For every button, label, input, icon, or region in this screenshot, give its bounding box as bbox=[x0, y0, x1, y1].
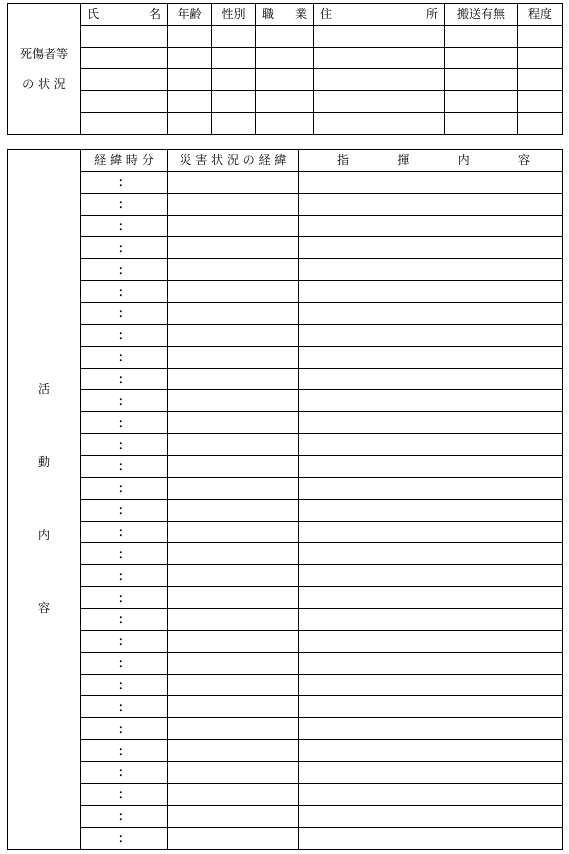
activity-row bbox=[8, 609, 563, 631]
time-cell[interactable]: ： bbox=[81, 740, 168, 762]
casualty-table bbox=[7, 3, 563, 135]
time-cell[interactable]: ： bbox=[81, 762, 168, 784]
activity-row bbox=[8, 281, 563, 303]
activity-row bbox=[8, 652, 563, 674]
command-cell[interactable] bbox=[299, 477, 563, 499]
time-cell[interactable]: ： bbox=[81, 346, 168, 368]
command-cell[interactable] bbox=[299, 674, 563, 696]
command-cell[interactable] bbox=[299, 456, 563, 478]
header-sex: 性別 bbox=[212, 4, 256, 26]
command-cell[interactable] bbox=[299, 521, 563, 543]
header-occupation: 職 業 bbox=[256, 4, 314, 26]
activity-row bbox=[8, 303, 563, 325]
time-cell[interactable]: ： bbox=[81, 412, 168, 434]
activity-row bbox=[8, 499, 563, 521]
command-cell[interactable] bbox=[299, 237, 563, 259]
activity-char-1: 活 bbox=[37, 382, 50, 397]
command-cell[interactable] bbox=[299, 827, 563, 849]
situation-cell[interactable] bbox=[168, 609, 299, 631]
situation-cell[interactable] bbox=[168, 237, 299, 259]
casualty-cell[interactable] bbox=[256, 69, 314, 91]
command-cell[interactable] bbox=[299, 805, 563, 827]
situation-cell[interactable] bbox=[168, 740, 299, 762]
casualty-cell[interactable] bbox=[212, 112, 256, 134]
casualty-cell[interactable] bbox=[314, 25, 445, 47]
situation-cell[interactable] bbox=[168, 390, 299, 412]
header-degree: 程度 bbox=[518, 4, 563, 26]
time-cell[interactable]: ： bbox=[81, 587, 168, 609]
time-cell[interactable]: ： bbox=[81, 456, 168, 478]
command-cell[interactable] bbox=[299, 259, 563, 281]
activity-row bbox=[8, 783, 563, 805]
command-cell[interactable] bbox=[299, 718, 563, 740]
casualty-cell[interactable] bbox=[314, 91, 445, 113]
command-cell[interactable] bbox=[299, 783, 563, 805]
casualty-cell[interactable] bbox=[81, 47, 168, 69]
activity-row bbox=[8, 259, 563, 281]
time-cell[interactable]: ： bbox=[81, 783, 168, 805]
activity-row bbox=[8, 193, 563, 215]
casualty-cell[interactable] bbox=[256, 25, 314, 47]
header-transport: 搬送有無 bbox=[445, 4, 518, 26]
casualty-cell[interactable] bbox=[518, 25, 563, 47]
situation-cell[interactable] bbox=[168, 434, 299, 456]
casualty-cell[interactable] bbox=[168, 69, 212, 91]
command-cell[interactable] bbox=[299, 324, 563, 346]
casualty-cell[interactable] bbox=[518, 69, 563, 91]
situation-cell[interactable] bbox=[168, 215, 299, 237]
time-cell[interactable]: ： bbox=[81, 303, 168, 325]
time-cell[interactable]: ： bbox=[81, 521, 168, 543]
time-cell[interactable]: ： bbox=[81, 215, 168, 237]
casualty-cell[interactable] bbox=[256, 47, 314, 69]
command-cell[interactable] bbox=[299, 303, 563, 325]
casualty-row bbox=[8, 91, 563, 113]
command-cell[interactable] bbox=[299, 412, 563, 434]
casualty-cell[interactable] bbox=[81, 25, 168, 47]
activity-row bbox=[8, 456, 563, 478]
command-cell[interactable] bbox=[299, 171, 563, 193]
situation-cell[interactable] bbox=[168, 587, 299, 609]
time-cell[interactable]: ： bbox=[81, 543, 168, 565]
activity-row bbox=[8, 565, 563, 587]
casualty-cell[interactable] bbox=[168, 91, 212, 113]
command-cell[interactable] bbox=[299, 390, 563, 412]
casualty-row bbox=[8, 47, 563, 69]
command-cell[interactable] bbox=[299, 652, 563, 674]
casualty-cell[interactable] bbox=[256, 91, 314, 113]
situation-cell[interactable] bbox=[168, 521, 299, 543]
command-cell[interactable] bbox=[299, 762, 563, 784]
command-cell[interactable] bbox=[299, 740, 563, 762]
activity-char-2: 動 bbox=[37, 455, 50, 470]
activity-row bbox=[8, 696, 563, 718]
casualty-cell[interactable] bbox=[168, 112, 212, 134]
activity-row bbox=[8, 740, 563, 762]
situation-cell[interactable] bbox=[168, 499, 299, 521]
casualty-row bbox=[8, 112, 563, 134]
casualty-section-label bbox=[8, 4, 81, 135]
activity-row bbox=[8, 434, 563, 456]
casualty-cell[interactable] bbox=[445, 25, 518, 47]
header-situation: 災 害 状 況 の 経 緯 bbox=[168, 150, 299, 172]
casualty-cell[interactable] bbox=[445, 47, 518, 69]
time-cell[interactable]: ： bbox=[81, 805, 168, 827]
activity-char-3: 内 bbox=[37, 528, 50, 543]
command-cell[interactable] bbox=[299, 346, 563, 368]
command-cell[interactable] bbox=[299, 696, 563, 718]
situation-cell[interactable] bbox=[168, 827, 299, 849]
situation-cell[interactable] bbox=[168, 281, 299, 303]
casualty-cell[interactable] bbox=[81, 69, 168, 91]
header-time: 経 緯 時 分 bbox=[81, 150, 168, 172]
time-cell[interactable]: ： bbox=[81, 368, 168, 390]
activity-row bbox=[8, 346, 563, 368]
casualty-cell[interactable] bbox=[81, 112, 168, 134]
activity-section-label bbox=[8, 150, 81, 850]
casualty-cell[interactable] bbox=[518, 47, 563, 69]
situation-cell[interactable] bbox=[168, 630, 299, 652]
casualty-cell[interactable] bbox=[445, 69, 518, 91]
situation-cell[interactable] bbox=[168, 324, 299, 346]
time-cell[interactable]: ： bbox=[81, 696, 168, 718]
casualty-label-line1: 死傷者等 bbox=[19, 46, 68, 61]
activity-row bbox=[8, 630, 563, 652]
casualty-cell[interactable] bbox=[212, 69, 256, 91]
casualty-row bbox=[8, 69, 563, 91]
activity-row bbox=[8, 477, 563, 499]
situation-cell[interactable] bbox=[168, 346, 299, 368]
casualty-cell[interactable] bbox=[314, 69, 445, 91]
situation-cell[interactable] bbox=[168, 762, 299, 784]
header-name: 氏 名 bbox=[81, 4, 168, 26]
header-age: 年齢 bbox=[168, 4, 212, 26]
command-cell[interactable] bbox=[299, 543, 563, 565]
activity-row bbox=[8, 390, 563, 412]
time-cell[interactable]: ： bbox=[81, 630, 168, 652]
command-cell[interactable] bbox=[299, 215, 563, 237]
activity-row bbox=[8, 521, 563, 543]
activity-row bbox=[8, 171, 563, 193]
casualty-cell[interactable] bbox=[518, 91, 563, 113]
time-cell[interactable]: ： bbox=[81, 259, 168, 281]
situation-cell[interactable] bbox=[168, 193, 299, 215]
time-cell[interactable]: ： bbox=[81, 609, 168, 631]
casualty-label-line2: の 状 況 bbox=[22, 76, 66, 91]
time-cell[interactable]: ： bbox=[81, 193, 168, 215]
casualty-cell[interactable] bbox=[314, 47, 445, 69]
casualty-row bbox=[8, 25, 563, 47]
casualty-cell[interactable] bbox=[168, 47, 212, 69]
time-cell[interactable]: ： bbox=[81, 477, 168, 499]
situation-cell[interactable] bbox=[168, 696, 299, 718]
casualty-cell[interactable] bbox=[445, 91, 518, 113]
casualty-cell[interactable] bbox=[168, 25, 212, 47]
time-cell[interactable]: ： bbox=[81, 324, 168, 346]
time-cell[interactable]: ： bbox=[81, 171, 168, 193]
header-address: 住 所 bbox=[314, 4, 445, 26]
situation-cell[interactable] bbox=[168, 783, 299, 805]
command-cell[interactable] bbox=[299, 193, 563, 215]
time-cell[interactable]: ： bbox=[81, 652, 168, 674]
situation-cell[interactable] bbox=[168, 412, 299, 434]
time-cell[interactable]: ： bbox=[81, 827, 168, 849]
activity-row bbox=[8, 215, 563, 237]
activity-row bbox=[8, 827, 563, 849]
time-cell[interactable]: ： bbox=[81, 237, 168, 259]
time-cell[interactable]: ： bbox=[81, 674, 168, 696]
activity-row bbox=[8, 324, 563, 346]
activity-row bbox=[8, 412, 563, 434]
situation-cell[interactable] bbox=[168, 477, 299, 499]
situation-cell[interactable] bbox=[168, 456, 299, 478]
activity-row bbox=[8, 543, 563, 565]
command-cell[interactable] bbox=[299, 368, 563, 390]
header-command: 指 揮 内 容 bbox=[299, 150, 563, 172]
time-cell[interactable]: ： bbox=[81, 499, 168, 521]
activity-row bbox=[8, 587, 563, 609]
command-cell[interactable] bbox=[299, 630, 563, 652]
situation-cell[interactable] bbox=[168, 674, 299, 696]
casualty-cell[interactable] bbox=[518, 112, 563, 134]
casualty-cell[interactable] bbox=[256, 112, 314, 134]
activity-row bbox=[8, 368, 563, 390]
situation-cell[interactable] bbox=[168, 565, 299, 587]
situation-cell[interactable] bbox=[168, 259, 299, 281]
command-cell[interactable] bbox=[299, 565, 563, 587]
casualty-cell[interactable] bbox=[445, 112, 518, 134]
time-cell[interactable]: ： bbox=[81, 434, 168, 456]
situation-cell[interactable] bbox=[168, 805, 299, 827]
activity-row bbox=[8, 762, 563, 784]
command-cell[interactable] bbox=[299, 587, 563, 609]
command-cell[interactable] bbox=[299, 609, 563, 631]
activity-row bbox=[8, 805, 563, 827]
situation-cell[interactable] bbox=[168, 652, 299, 674]
casualty-cell[interactable] bbox=[212, 25, 256, 47]
command-cell[interactable] bbox=[299, 499, 563, 521]
activity-row bbox=[8, 718, 563, 740]
situation-cell[interactable] bbox=[168, 718, 299, 740]
command-cell[interactable] bbox=[299, 434, 563, 456]
activity-row bbox=[8, 237, 563, 259]
activity-row bbox=[8, 674, 563, 696]
casualty-cell[interactable] bbox=[81, 91, 168, 113]
situation-cell[interactable] bbox=[168, 303, 299, 325]
situation-cell[interactable] bbox=[168, 171, 299, 193]
casualty-cell[interactable] bbox=[314, 112, 445, 134]
casualty-cell[interactable] bbox=[212, 47, 256, 69]
situation-cell[interactable] bbox=[168, 368, 299, 390]
situation-cell[interactable] bbox=[168, 543, 299, 565]
time-cell[interactable]: ： bbox=[81, 390, 168, 412]
activity-table bbox=[7, 149, 563, 850]
activity-char-4: 容 bbox=[37, 601, 50, 616]
command-cell[interactable] bbox=[299, 281, 563, 303]
time-cell[interactable]: ： bbox=[81, 281, 168, 303]
casualty-cell[interactable] bbox=[212, 91, 256, 113]
time-cell[interactable]: ： bbox=[81, 565, 168, 587]
time-cell[interactable]: ： bbox=[81, 718, 168, 740]
